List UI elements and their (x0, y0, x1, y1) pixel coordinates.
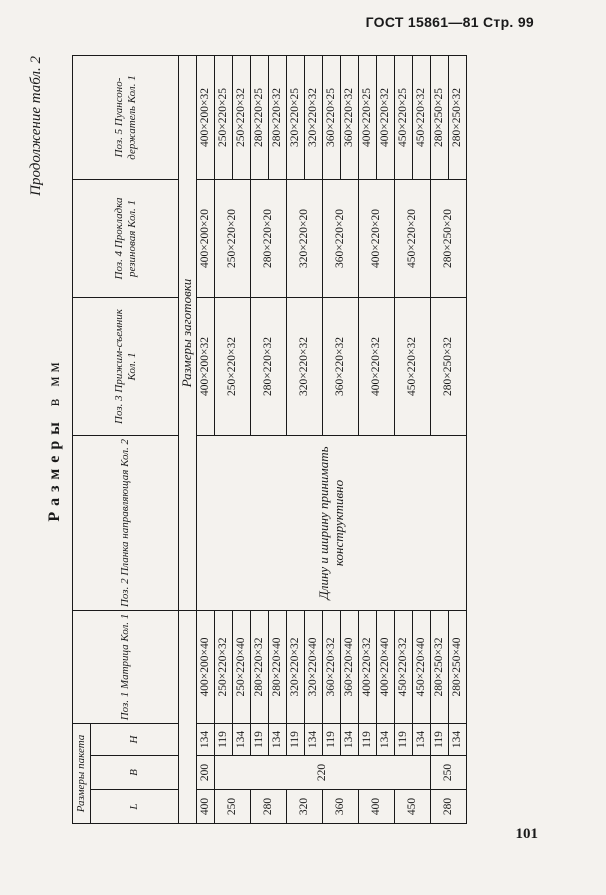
table-row (179, 55, 197, 823)
cell-h: 134 (341, 723, 359, 755)
col-b-header: B (91, 756, 179, 790)
cell-pos1: 280×250×40 (449, 610, 467, 723)
pos2-header: Поз. 2 Планка направляющая Кол. 2 (73, 435, 179, 610)
dimensions-table (72, 55, 467, 824)
cell-pos4: 400×220×20 (359, 179, 395, 297)
pos2-note: Длину и ширину принимать конструктивно (197, 435, 467, 610)
cell-b: 200 (197, 756, 215, 790)
cell-h: 134 (269, 723, 287, 755)
cell-pos1: 360×220×40 (341, 610, 359, 723)
cell-pos1: 280×250×32 (431, 610, 449, 723)
package-size-header: Размеры пакета (73, 723, 91, 823)
cell-pos5: 400×220×32 (377, 55, 395, 179)
cell-pos5: 400×220×25 (359, 55, 377, 179)
cell-h: 119 (359, 723, 377, 755)
pos4-header: Поз. 4 Прокладка резиновая Кол. 1 (73, 179, 179, 297)
cell-pos1: 450×220×40 (413, 610, 431, 723)
col-l-header: L (91, 790, 179, 824)
cell-pos1: 280×220×32 (251, 610, 269, 723)
cell-pos3: 280×220×32 (251, 297, 287, 435)
cell-pos4: 320×220×20 (287, 179, 323, 297)
blank-sizes-label: Размеры заготовки (179, 55, 197, 610)
cell-pos3: 250×220×32 (215, 297, 251, 435)
rotated-table-region (28, 56, 508, 824)
pos3-header: Поз. 3 Прижим-съемник Кол. 1 (73, 297, 179, 435)
cell-pos4: 250×220×20 (215, 179, 251, 297)
cell-pos5: 320×220×25 (287, 55, 305, 179)
cell-h: 134 (197, 723, 215, 755)
table-title (46, 56, 64, 824)
cell-pos5: 280×220×32 (269, 55, 287, 179)
pos5-header: Поз. 5 Пуансоно-держатель Кол. 1 (73, 55, 179, 179)
cell-pos5: 360×220×32 (341, 55, 359, 179)
cell-pos3: 400×220×32 (359, 297, 395, 435)
cell-pos5: 280×250×32 (449, 55, 467, 179)
col-h-header: H (91, 723, 179, 755)
cell-pos3: 320×220×32 (287, 297, 323, 435)
cell-pos5: 280×250×25 (431, 55, 449, 179)
cell-l: 280 (431, 790, 467, 824)
cell-h: 134 (449, 723, 467, 755)
cell-pos4: 280×220×20 (251, 179, 287, 297)
cell-pos5: 250×220×32 (233, 55, 251, 179)
cell-pos5: 280×220×25 (251, 55, 269, 179)
cell-pos1: 320×220×40 (305, 610, 323, 723)
cell-pos1: 400×220×32 (359, 610, 377, 723)
cell-h: 119 (215, 723, 233, 755)
cell-pos1: 320×220×32 (287, 610, 305, 723)
cell-l: 250 (215, 790, 251, 824)
cell-h: 134 (305, 723, 323, 755)
cell-b: 220 (215, 756, 431, 790)
page-header: ГОСТ 15861—81 Стр. 99 (365, 14, 534, 30)
cell-pos3: 400×200×32 (197, 297, 215, 435)
cell-pos5: 250×220×25 (215, 55, 233, 179)
cell-pos3: 450×220×32 (395, 297, 431, 435)
subheader-empty (179, 610, 197, 823)
cell-h: 119 (287, 723, 305, 755)
cell-pos1: 250×220×40 (233, 610, 251, 723)
cell-l: 400 (359, 790, 395, 824)
pos1-header: Поз. 1 Матрица Кол. 1 (73, 610, 179, 723)
cell-h: 119 (251, 723, 269, 755)
cell-h: 119 (395, 723, 413, 755)
cell-h: 134 (413, 723, 431, 755)
cell-pos4: 360×220×20 (323, 179, 359, 297)
page-number: 101 (515, 826, 538, 842)
cell-l: 360 (323, 790, 359, 824)
cell-l: 450 (395, 790, 431, 824)
cell-pos4: 400×200×20 (197, 179, 215, 297)
cell-pos3: 280×250×32 (431, 297, 467, 435)
cell-pos5: 450×220×32 (413, 55, 431, 179)
cell-h: 119 (323, 723, 341, 755)
cell-pos1: 250×220×32 (215, 610, 233, 723)
cell-b: 250 (431, 756, 467, 790)
cell-l: 320 (287, 790, 323, 824)
cell-pos1: 400×220×40 (377, 610, 395, 723)
cell-pos5: 320×220×32 (305, 55, 323, 179)
title-unit: в мм (46, 358, 63, 407)
continuation-label: Продолжение табл. 2 (28, 56, 44, 196)
cell-pos1: 400×200×40 (197, 610, 215, 723)
table-body (179, 55, 467, 823)
cell-pos1: 360×220×32 (323, 610, 341, 723)
cell-pos5: 450×220×25 (395, 55, 413, 179)
cell-pos1: 450×220×32 (395, 610, 413, 723)
cell-pos3: 360×220×32 (323, 297, 359, 435)
title-text: Размеры (46, 416, 63, 522)
cell-h: 134 (233, 723, 251, 755)
cell-pos4: 280×250×20 (431, 179, 467, 297)
cell-pos5: 400×200×32 (197, 55, 215, 179)
cell-pos5: 360×220×25 (323, 55, 341, 179)
cell-pos4: 450×220×20 (395, 179, 431, 297)
cell-h: 134 (377, 723, 395, 755)
cell-h: 119 (431, 723, 449, 755)
table-row (197, 55, 215, 823)
cell-pos1: 280×220×40 (269, 610, 287, 723)
cell-l: 280 (251, 790, 287, 824)
cell-l: 400 (197, 790, 215, 824)
